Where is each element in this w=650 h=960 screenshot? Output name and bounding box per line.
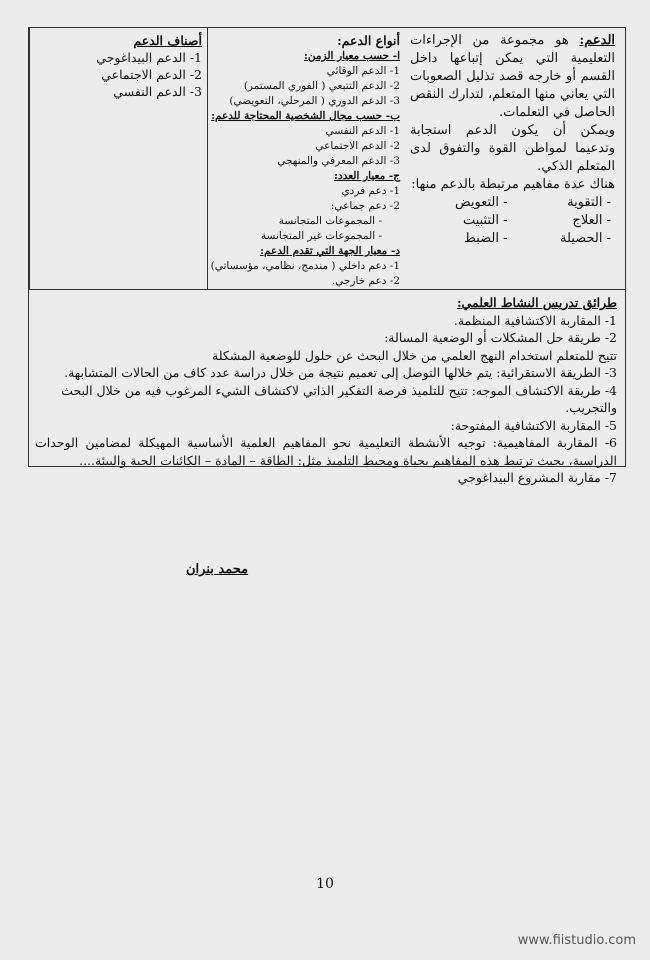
types-column: [207, 28, 405, 289]
definition-intro: هو مجموعة من الإجراءات التعليمية التي يمكن إتباعها داخل القسم أو خارجه قصد تذليل الصعوبات التي يعاني منها المتعلم، لتدارك النقص الحاصل في التعلمات.: [410, 33, 615, 120]
page-number: 10: [316, 876, 334, 892]
kinds-title: أصناف الدعم: [133, 33, 202, 48]
methods-line: 7- مقاربة المشروع البيداغوجي: [457, 470, 617, 485]
definition-title: الدعم:: [579, 33, 616, 48]
definition-column: [405, 28, 625, 289]
methods-line: 1- المقاربة الاكتشافية المنظمة.: [453, 312, 617, 328]
methods-section: [29, 290, 625, 487]
methods-line: 3- الطريقة الاستقرائية: يتم خلالها التوصل إلى تعميم نتيجة من خلال دراسة عدد كاف من الحالات المتشابهة.: [64, 365, 617, 380]
methods-title: طرائق تدريس النشاط العلمي:: [456, 295, 617, 310]
concept-item: - الحصيلة: [560, 231, 611, 246]
methods-line: 4- طريقة الاكتشاف الموجه: تتيح للتلميذ فرصة التفكير الذاتي لاكتشاف الشيء المرغوب فيه من خلال البحث والتجريب.: [61, 382, 617, 415]
definition-paragraph: [410, 32, 615, 122]
types-item: 2- دعم جماعي:: [330, 200, 400, 212]
types-section-heading: د- معيار الجهة التي تقدم الدعم:: [260, 245, 400, 257]
methods-line: تتيح للمتعلم استخدام النهج العلمي من خلال البحث عن حلول للوضعية المشكلة: [212, 347, 617, 363]
types-subitem: - المجموعات غير المتجانسة: [260, 230, 382, 242]
types-item: 2- دعم خارجي.: [331, 275, 400, 287]
types-section-heading: ا- حسب معيار الزمن:: [304, 50, 400, 62]
methods-line: 6- المقاربة المفاهيمية: توجيه الأنشطة التعليمية نحو المفاهيم العلمية الأساسية المهيكلة لمضامين الوحدات الدراسية، بحيث ترتبط هذه المفاهيم بحياة ومحيط التلميذ مثل: الطاقة – المادة – الكائنات الحية والبيئة....: [35, 435, 617, 468]
top-row: [29, 28, 625, 290]
kinds-item: 3- الدعم النفسي: [113, 84, 202, 99]
types-item: 2- الدعم الاجتماعي: [315, 140, 400, 152]
definition-para2: ويمكن أن يكون الدعم استجابة وتدعيما لمواطن القوة والتفوق لدى المتعلم الذكي.: [410, 123, 615, 174]
types-item: 3- الدعم المعرفي والمنهجي: [277, 155, 400, 167]
kinds-item: 1- الدعم البيداغوجي: [96, 50, 202, 65]
concept-item: - التعويض: [454, 195, 508, 210]
types-item: 1- الدعم النفسي: [325, 125, 400, 137]
types-item: 2- الدعم التتبعي ( الفوري المستمر): [243, 80, 400, 92]
concept-item: - العلاج: [572, 213, 611, 228]
types-section-heading: ب- حسب مجال الشخصية المحتاجة للدعم:: [211, 110, 400, 122]
concepts-intro: هناك عدة مفاهيم مرتبطة بالدعم منها:: [411, 177, 615, 192]
methods-line: 2- طريقة حل المشكلات أو الوضعية المسالة:: [384, 330, 617, 345]
concept-item: - الضبط: [463, 231, 508, 246]
watermark: www.fiistudio.com: [517, 933, 636, 948]
concepts-list: [410, 194, 615, 248]
author-signature: محمد بنران: [186, 562, 249, 577]
types-subitem: - المجموعات المتجانسة: [278, 215, 382, 227]
concept-item: - التثبيت: [462, 213, 508, 228]
kinds-item: 2- الدعم الاجتماعي: [101, 67, 202, 82]
types-item: 3- الدعم الدوري ( المرحلي، التعويضي): [229, 95, 400, 107]
types-title: أنواع الدعم:: [337, 33, 400, 48]
types-item: 1- دعم داخلي ( مندمج، نظامي، مؤسساتي): [210, 260, 400, 272]
types-item: 1- الدعم الوقائي: [326, 65, 400, 77]
concept-item: - التقوية: [567, 195, 611, 210]
kinds-column: [29, 28, 207, 289]
types-section-heading: ج- معيار العدد:: [334, 170, 400, 182]
methods-line: 5- المقاربة الاكتشافية المفتوحة:: [450, 417, 617, 433]
content-table: [28, 27, 626, 485]
types-item: 1- دعم فردي: [341, 185, 400, 197]
